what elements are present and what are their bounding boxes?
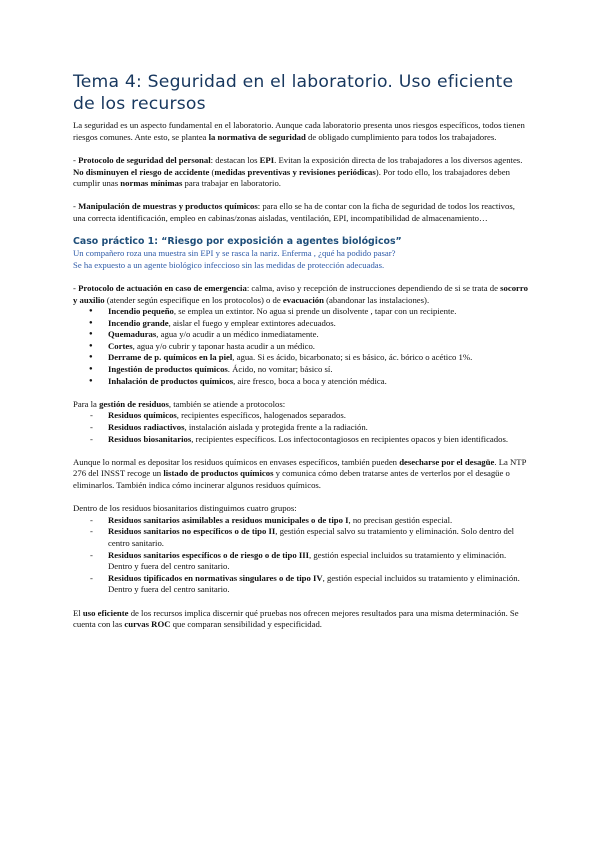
intro-paragraph: La seguridad es un aspecto fundamental en el laboratorio. Aunque cada laboratorio presenta unos riesgos específicos, todos tienen riesgos comunes. Ante esto, se plantea la normativa de seguridad de obligado cumplimiento para todos los trabajadores. <box>73 120 525 142</box>
biosanitary-intro: Dentro de los residuos biosanitarios distinguimos cuatro grupos: <box>73 503 297 514</box>
case-study-question: Un compañero roza una muestra sin EPI y se rasca la nariz. Enferma , ¿qué ha podido pasar? <box>73 248 396 259</box>
biosanitary-list <box>73 515 529 596</box>
list-item: ● Cortes, agua y/o cubrir y taponar hasta acudir a un médico. <box>73 341 529 353</box>
list-item: ● Quemaduras, agua y/o acudir a un médico inmediatamente. <box>73 329 529 341</box>
waste-list <box>73 410 529 445</box>
list-item: - Residuos sanitarios no específicos o de tipo II, gestión especial salvo su tratamiento y eliminación. Solo dentro del centro sanitario. <box>73 526 529 549</box>
waste-paragraph: Para la gestión de residuos, también se atiende a protocolos: <box>73 398 286 409</box>
efficiency-paragraph: El uso eficiente de los recursos implica discernir qué pruebas nos ofrecen mejores resultados para una misma determinación. Se cuenta con las curvas ROC que comparan sensibilidad y especificidad. <box>73 607 519 630</box>
epi-paragraph: - Protocolo de seguridad del personal: destacan los EPI. Evitan la exposición directa de los trabajadores a los diversos agentes. No disminuyen el riesgo de accidente (medidas preventivas y revisiones periódicas). Por todo ello, los trabajadores deben cumplir unas normas mínimas para trabajar en laboratorio. <box>73 154 523 189</box>
manipulation-paragraph: - Manipulación de muestras y productos químicos: para ello se ha de contar con la ficha de seguridad de todos los reactivos, una correcta identificación, empleo en cabinas/zonas aisladas, ventilación, EPI, incompatibilidad de almacenamiento… <box>73 201 515 223</box>
case-study-answer: Se ha expuesto a un agente biológico infeccioso sin las medidas de protección adecuadas. <box>73 259 385 270</box>
list-item: - Residuos sanitarios asimilables a residuos municipales o de tipo I, no precisan gestión especial. <box>73 515 529 527</box>
list-item: ● Inhalación de productos químicos, aire fresco, boca a boca y atención médica. <box>73 376 529 388</box>
list-item: - Residuos sanitarios específicos o de riesgo o de tipo III, gestión especial incluidos su tratamiento y eliminación. Dentro y fuera del centro sanitario. <box>73 550 529 573</box>
list-item: ● Ingestión de productos químicos. Ácido, no vomitar; básico sí. <box>73 364 529 376</box>
list-item: ● Incendio pequeño, se emplea un extintor. No agua si prende un disolvente , tapar con un recipiente. <box>73 306 529 318</box>
list-item: - Residuos biosanitarios, recipientes específicos. Los infectocontagiosos en recipientes opacos y bien identificados. <box>73 434 529 446</box>
page-title: Tema 4: Seguridad en el laboratorio. Uso eficiente de los recursos <box>73 72 514 114</box>
list-item: - Residuos radiactivos, instalación aislada y protegida frente a la radiación. <box>73 422 529 434</box>
document-page <box>73 72 529 631</box>
emergency-list <box>73 306 529 387</box>
emergency-paragraph: - Protocolo de actuación en caso de emergencia: calma, aviso y recepción de instrucciones dependiendo de si se trata de socorro y auxilio (atender según especifique en los protocolos) o de evacuación (abandonar las instalaciones). <box>73 282 528 305</box>
drain-paragraph: Aunque lo normal es depositar los residuos químicos en envases específicos, también pueden desecharse por el desagüe. La NTP 276 del INSST recoge un listado de productos químicos y comunica cómo deben tratarse antes de verterlos por el desagüe o eliminarlos. También indica cómo incinerar algunos residuos químicos. <box>73 456 527 490</box>
case-study-title: Caso práctico 1: “Riesgo por exposición a agentes biológicos” <box>73 236 402 248</box>
list-item: - Residuos tipificados en normativas singulares o de tipo IV, gestión especial incluidos su tratamiento y eliminación. Dentro y fuera del centro sanitario. <box>73 573 529 596</box>
list-item: - Residuos químicos, recipientes específicos, halogenados separados. <box>73 410 529 422</box>
list-item: ● Derrame de p. químicos en la piel, agua. Si es ácido, bicarbonato; si es básico, ác. bórico o acético 1%. <box>73 352 529 364</box>
list-item: ● Incendio grande, aislar el fuego y emplear extintores adecuados. <box>73 318 529 330</box>
